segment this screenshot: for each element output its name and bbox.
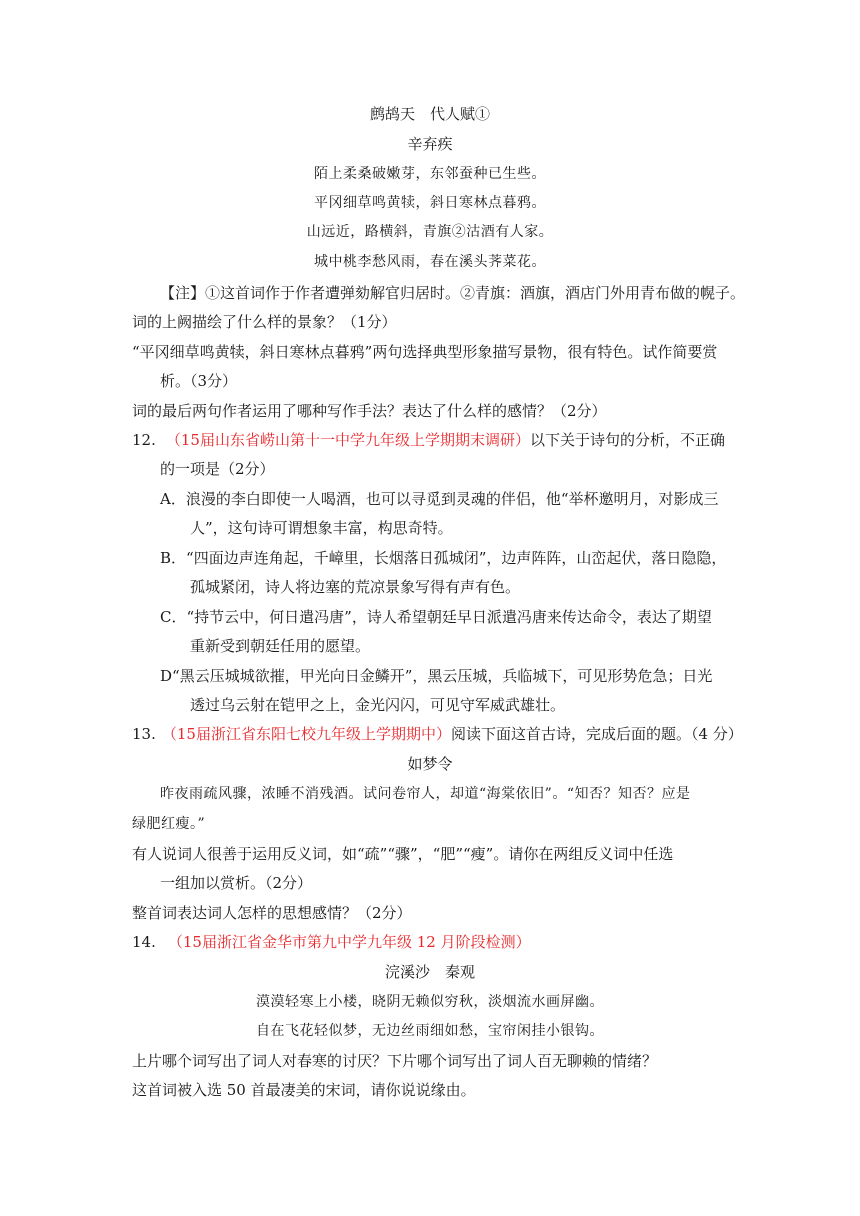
option-a: A．浪漫的李白即使一人喝酒，也可以寻觅到灵魂的伴侣，他“举杯邀明月，对影成三 bbox=[160, 490, 719, 508]
poem-title: 浣溪沙 秦观 bbox=[384, 963, 475, 981]
question-source: （15届浙江省东阳七校九年级上学期期中） bbox=[161, 725, 451, 743]
question-text: 这首词被入选 50 首最凄美的宋词，请你说说缘由。 bbox=[132, 1081, 476, 1099]
question-stem: 阅读下面这首古诗，完成后面的题。（4 分） bbox=[450, 725, 743, 743]
question-text: 词的最后两句作者运用了哪种写作手法？表达了什么样的感情？（2分） bbox=[132, 402, 607, 420]
question-text: 析。（3分） bbox=[160, 372, 238, 390]
question-text: 词的上阙描绘了什么样的景象？（1分） bbox=[132, 313, 397, 331]
question-number: 13. bbox=[132, 725, 156, 743]
poem-title: 鹧鸪天 代人赋① bbox=[369, 105, 490, 123]
poem-note: 【注】①这首词作于作者遭弹劾解官归居时。②青旗：酒旗，酒店门外用青布做的幌子。 bbox=[160, 284, 746, 302]
question-stem: 以下关于诗句的分析，不正确 bbox=[529, 431, 725, 449]
option-c: C．“持节云中，何日遣冯唐”，诗人希望朝廷早日派遣冯唐来传达命令，表达了期望 bbox=[160, 608, 712, 626]
question-number: 14. bbox=[132, 933, 156, 951]
poem-title: 如梦令 bbox=[407, 755, 453, 773]
question-header bbox=[132, 724, 743, 744]
poem-line: 绿肥红瘦。” bbox=[132, 816, 206, 832]
question-text: 上片哪个词写出了词人对春寒的讨厌？下片哪个词写出了词人百无聊赖的情绪？ bbox=[132, 1052, 658, 1070]
option-b: B．“四面边声连角起，千嶂里，长烟落日孤城闭”，边声阵阵，山峦起伏，落日隐隐， bbox=[160, 549, 727, 567]
question-stem: 的一项是（2分） bbox=[160, 460, 275, 478]
option-text: 孤城紧闭，诗人将边塞的荒凉景象写得有声有色。 bbox=[190, 578, 521, 596]
poem-line: 陌上柔桑破嫩芽，东邻蚕种已生些。 bbox=[314, 166, 546, 182]
poem-line: 平冈细草鸣黄犊，斜日寒林点暮鸦。 bbox=[314, 195, 546, 211]
poem-line: 自在飞花轻似梦，无边丝雨细如愁，宝帘闲挂小银钩。 bbox=[256, 1023, 604, 1039]
question-text: 一组加以赏析。（2分） bbox=[160, 874, 313, 892]
question-source: （15届浙江省金华市第九中学九年级 12 月阶段检测） bbox=[167, 933, 531, 951]
question-text: “平冈细草鸣黄犊，斜日寒林点暮鸦”两句选择典型形象描写景物，很有特色。试作简要赏 bbox=[132, 343, 718, 361]
question-text: 有人说词人很善于运用反义词，如“疏”“骤”，“肥”“瘦”。请你在两组反义词中任选 bbox=[132, 845, 674, 863]
option-text: 透过乌云射在铠甲之上，金光闪闪，可见守军威武雄壮。 bbox=[190, 696, 566, 714]
question-source: （15届山东省崂山第十一中学九年级上学期期末调研） bbox=[165, 431, 530, 449]
poem-line: 昨夜雨疏风骤，浓睡不消残酒。试问卷帘人，却道“海棠依旧”。“知否？知否？应是 bbox=[160, 786, 691, 802]
option-d: D“黑云压城城欲摧，甲光向日金鳞开”，黑云压城，兵临城下，可见形势危急；日光 bbox=[160, 667, 713, 685]
poem-author: 辛弃疾 bbox=[407, 135, 453, 153]
poem-line: 漠漠轻寒上小楼，晓阴无赖似穷秋，淡烟流水画屏幽。 bbox=[256, 994, 604, 1010]
question-text: 整首词表达词人怎样的思想感情？（2分） bbox=[132, 904, 412, 922]
poem-line: 山远近，路横斜，青旗②沽酒有人家。 bbox=[306, 224, 554, 240]
option-text: 重新受到朝廷任用的愿望。 bbox=[190, 637, 371, 655]
question-number: 12. bbox=[132, 431, 156, 449]
question-header bbox=[132, 430, 725, 450]
question-header bbox=[132, 932, 531, 952]
poem-line: 城中桃李愁风雨，春在溪头荠菜花。 bbox=[314, 254, 546, 270]
option-text: 人”，这句诗可谓想象丰富，构思奇特。 bbox=[190, 519, 453, 537]
